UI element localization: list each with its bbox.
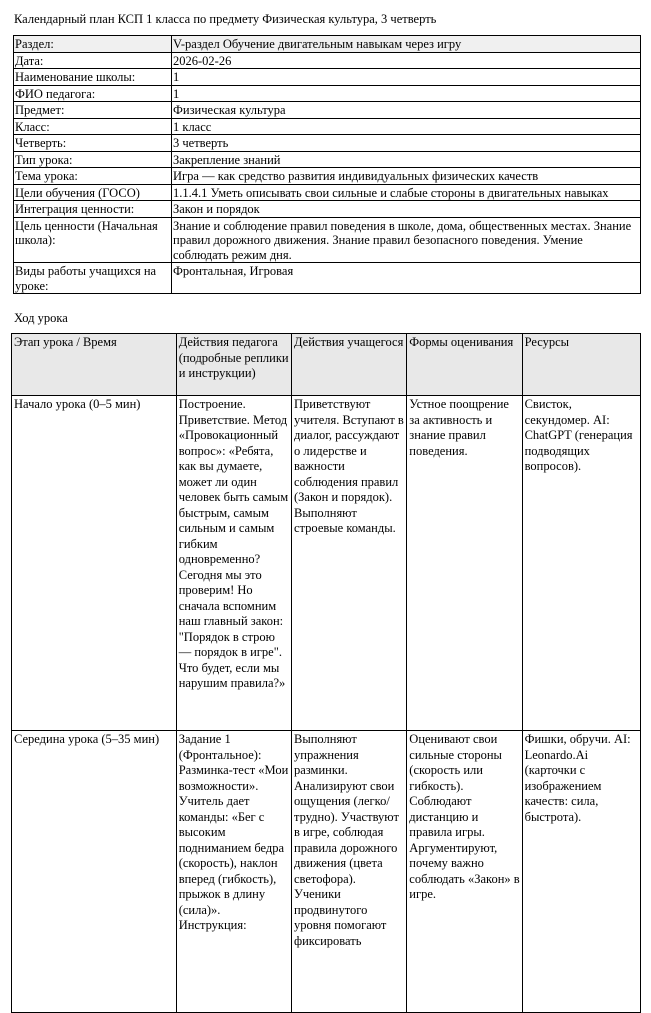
resources-cell: Фишки, обручи. AI: Leonardo.Ai (карточки с изображением качеств: сила, быстрота). xyxy=(522,731,640,1013)
column-header-assessment: Формы оценивания xyxy=(407,334,522,396)
info-row xyxy=(14,36,641,53)
info-key: Тип урока: xyxy=(14,151,172,168)
info-row xyxy=(14,201,641,218)
table-header-row xyxy=(12,334,641,396)
info-row xyxy=(14,135,641,152)
info-value: 2026-02-26 xyxy=(172,52,641,69)
info-value: Закрепление знаний xyxy=(172,151,641,168)
info-key: ФИО педагога: xyxy=(14,85,172,102)
column-header-stage: Этап урока / Время xyxy=(12,334,177,396)
lesson-info-table xyxy=(13,35,641,294)
info-key: Наименование школы: xyxy=(14,69,172,86)
info-key: Дата: xyxy=(14,52,172,69)
info-value: 1.1.4.1 Уметь описывать свои сильные и слабые стороны в двигательных навыках xyxy=(172,184,641,201)
table-row xyxy=(12,396,641,731)
info-key: Четверть: xyxy=(14,135,172,152)
teacher-actions-cell: Задание 1 (Фронтальное): Разминка-тест «Мои возможности». Учитель дает команды: «Бег с высоким подниманием бедра (скорость), наклон вперед (гибкость), прыжок в длину (сила)». Инструкция: xyxy=(176,731,291,1013)
column-header-student: Действия учащегося xyxy=(292,334,407,396)
info-row xyxy=(14,69,641,86)
student-actions-cell: Выполняют упражнения разминки. Анализируют свои ощущения (легко/трудно). Участвуют в игре, соблюдая правила дорожного движения (цвета светофора). Ученики продвинутого уровня помогают фиксировать xyxy=(292,731,407,1013)
info-key: Цель ценности (Начальная школа): xyxy=(14,217,172,263)
page-title: Календарный план КСП 1 класса по предмету Физическая культура, 3 четверть xyxy=(14,12,437,26)
info-value: Физическая культура xyxy=(172,102,641,119)
info-row xyxy=(14,184,641,201)
lesson-flow-table xyxy=(11,333,641,1013)
info-value: 3 четверть xyxy=(172,135,641,152)
student-actions-cell: Приветствуют учителя. Вступают в диалог, рассуждают о лидерстве и важности соблюдения правил (Закон и порядок). Выполняют строевые команды. xyxy=(292,396,407,731)
info-row xyxy=(14,217,641,263)
info-row xyxy=(14,151,641,168)
table-row xyxy=(12,731,641,1013)
info-key: Раздел: xyxy=(14,36,172,53)
info-row xyxy=(14,168,641,185)
info-key: Класс: xyxy=(14,118,172,135)
info-row xyxy=(14,118,641,135)
info-row xyxy=(14,52,641,69)
info-value: Игра — как средство развития индивидуальных физических качеств xyxy=(172,168,641,185)
info-row xyxy=(14,85,641,102)
resources-cell: Свисток, секундомер. AI: ChatGPT (генерация подводящих вопросов). xyxy=(522,396,640,731)
info-row xyxy=(14,102,641,119)
stage-cell: Начало урока (0–5 мин) xyxy=(12,396,177,731)
assessment-cell: Оценивают свои сильные стороны (скорость или гибкость). Соблюдают дистанцию и правила игры. Аргументируют, почему важно соблюдать «Закон» в игре. xyxy=(407,731,522,1013)
info-key: Интеграция ценности: xyxy=(14,201,172,218)
lesson-flow-heading: Ход урока xyxy=(14,311,68,325)
info-key: Цели обучения (ГОСО) xyxy=(14,184,172,201)
info-key: Виды работы учащихся на уроке: xyxy=(14,263,172,294)
info-key: Тема урока: xyxy=(14,168,172,185)
info-value: Знание и соблюдение правил поведения в школе, дома, общественных местах. Знание правил дорожного движения. Знание правил безопасного поведения. Умение соблюдать режим дня. xyxy=(172,217,641,263)
column-header-teacher: Действия педагога (подробные реплики и инструкции) xyxy=(176,334,291,396)
info-row xyxy=(14,263,641,294)
column-header-resources: Ресурсы xyxy=(522,334,640,396)
info-value: 1 xyxy=(172,69,641,86)
info-value: V-раздел Обучение двигательным навыкам через игру xyxy=(172,36,641,53)
info-value: Фронтальная, Игровая xyxy=(172,263,641,294)
info-value: 1 класс xyxy=(172,118,641,135)
info-value: 1 xyxy=(172,85,641,102)
stage-cell: Середина урока (5–35 мин) xyxy=(12,731,177,1013)
info-key: Предмет: xyxy=(14,102,172,119)
teacher-actions-cell: Построение. Приветствие. Метод «Провокационный вопрос»: «Ребята, как вы думаете, может ли один человек быть самым быстрым, самым сильным и самым гибким одновременно? Сегодня мы это проверим! Но сначала вспомним наш главный закон: "Порядок в строю — порядок в игре". Что будет, если мы нарушим правила?» xyxy=(176,396,291,731)
info-value: Закон и порядок xyxy=(172,201,641,218)
assessment-cell: Устное поощрение за активность и знание правил поведения. xyxy=(407,396,522,731)
